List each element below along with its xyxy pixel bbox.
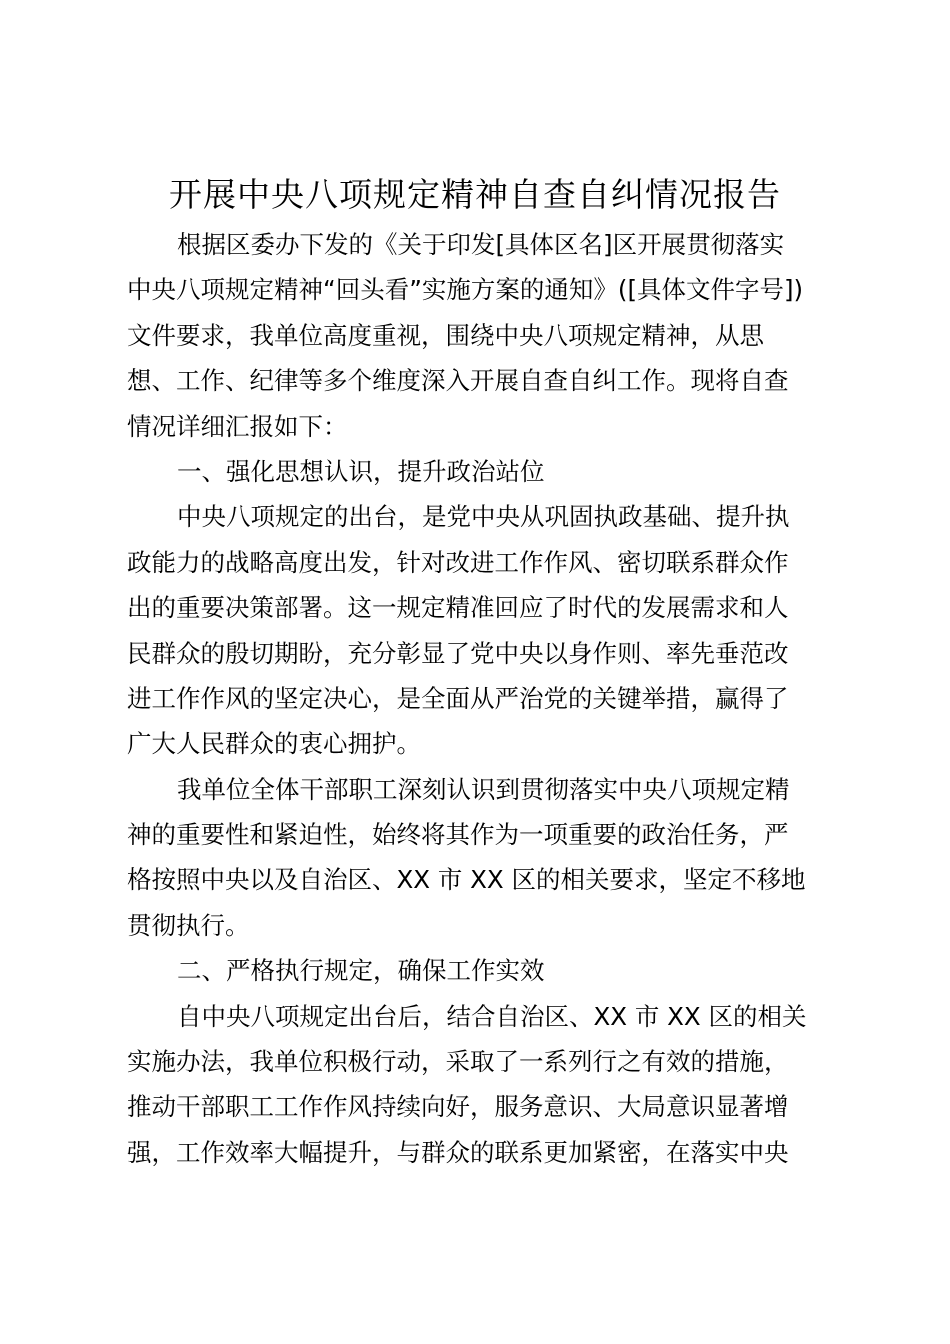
text-line: 中央八项规定精神“回头看”实施方案的通知》([具体文件字号]) (127, 275, 804, 305)
text-line: 出的重要决策部署。这一规定精准回应了时代的发展需求和人 (127, 593, 789, 623)
document-body (127, 222, 827, 1175)
text-line: 强，工作效率大幅提升，与群众的联系更加紧密，在落实中央 (127, 1137, 789, 1167)
document-title: 开展中央八项规定精神自查自纠情况报告 (169, 175, 781, 214)
section-heading-2: 二、严格执行规定，确保工作实效 (177, 956, 545, 986)
text-line: 格按照中央以及自治区、XX 市 XX 区的相关要求，坚定不移地 (127, 865, 806, 895)
section-heading-1: 一、强化思想认识，提升政治站位 (177, 456, 545, 486)
text-line: 政能力的战略高度出发，针对改进工作作风、密切联系群众作 (127, 547, 789, 577)
intro-paragraph (127, 222, 827, 449)
section1-paragraph-1 (127, 494, 827, 766)
text-line: 想、工作、纪律等多个维度深入开展自查自纠工作。现将自查 (127, 366, 789, 396)
text-line: 广大人民群众的衷心拥护。 (127, 729, 421, 759)
text-line: 民群众的殷切期盼，充分彰显了党中央以身作则、率先垂范改 (127, 638, 789, 668)
text-line: 推动干部职工工作作风持续向好，服务意识、大局意识显著增 (127, 1092, 789, 1122)
text-line: 贯彻执行。 (127, 910, 250, 940)
text-line: 实施办法，我单位积极行动，采取了一系列行之有效的措施， (127, 1047, 789, 1077)
section1-paragraph-2 (127, 767, 827, 949)
text-line: 神的重要性和紧迫性，始终将其作为一项重要的政治任务，严 (127, 820, 789, 850)
text-line: 自中央八项规定出台后，结合自治区、XX 市 XX 区的相关 (177, 1001, 807, 1031)
text-line: 我单位全体干部职工深刻认识到贯彻落实中央八项规定精 (177, 774, 790, 804)
text-line: 情况详细汇报如下： (127, 411, 348, 441)
section2-paragraph-1 (127, 994, 827, 1176)
text-line: 根据区委办下发的《关于印发[具体区名]区开展贯彻落实 (177, 230, 785, 259)
text-line: 进工作作风的坚定决心，是全面从严治党的关键举措，赢得了 (127, 683, 789, 713)
text-line: 中央八项规定的出台，是党中央从巩固执政基础、提升执 (177, 502, 790, 532)
text-line: 文件要求，我单位高度重视，围绕中央八项规定精神，从思 (127, 320, 764, 350)
